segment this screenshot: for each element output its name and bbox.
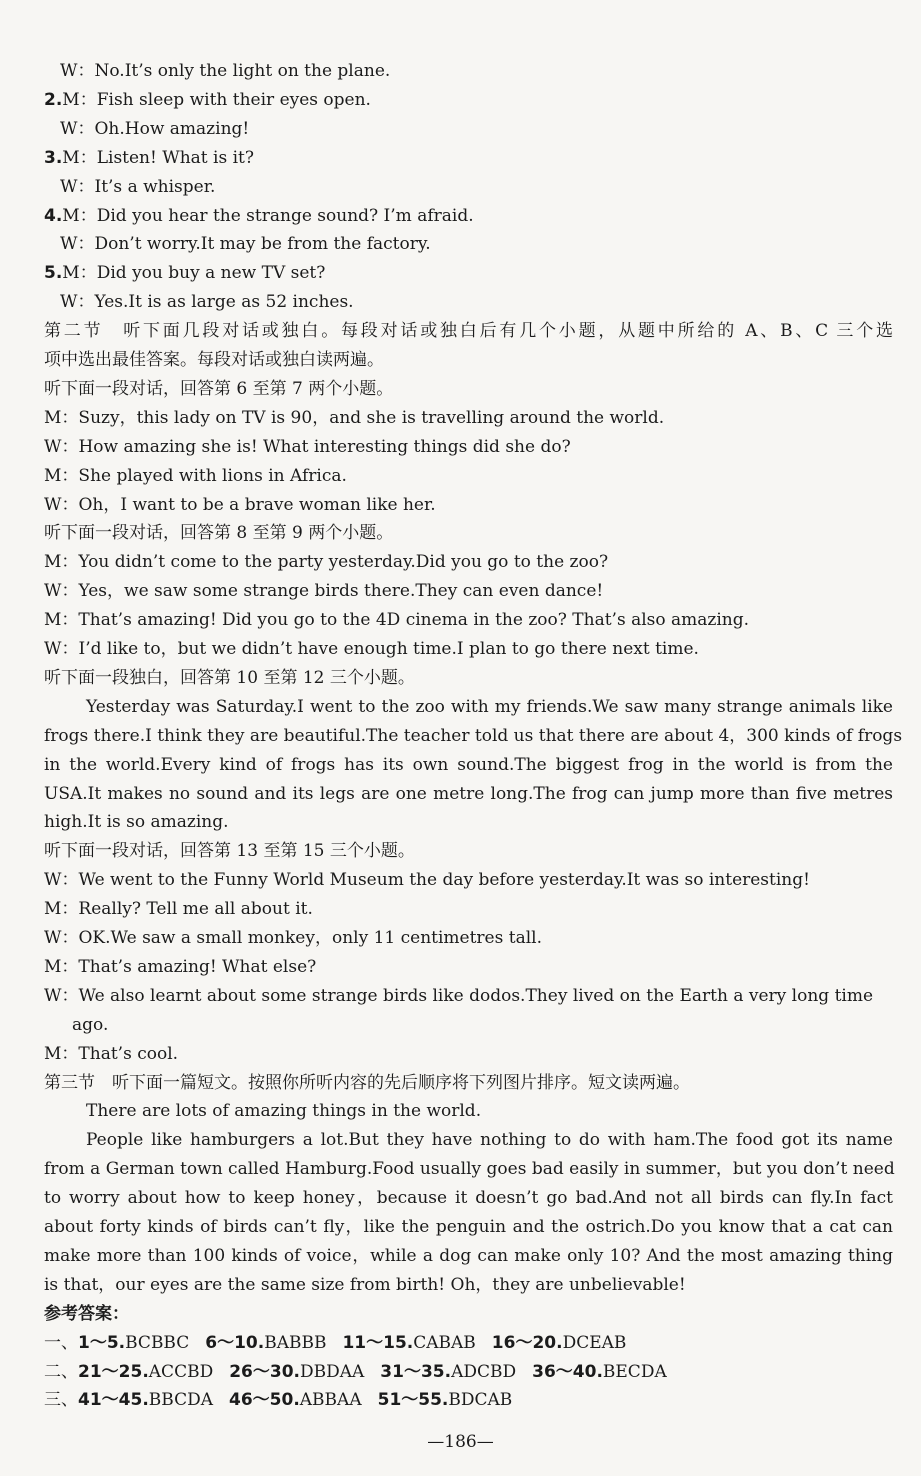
answer-group bbox=[229, 1362, 364, 1382]
speaker: W bbox=[44, 870, 62, 891]
speaker: W bbox=[60, 234, 78, 255]
question-prompt: 听下面一段独白，回答第 10 至第 12 三个小题。 bbox=[44, 667, 415, 688]
answer-letters: ACCBD bbox=[148, 1361, 214, 1382]
speaker: M bbox=[44, 552, 62, 573]
dialogue-text: Oh.How amazing! bbox=[94, 118, 250, 139]
speaker: W bbox=[44, 639, 62, 659]
monologue-line: USA.It makes no sound and its legs are one metre long.The frog can jump more than five metres bbox=[44, 783, 893, 804]
section-heading-cont: 项中选出最佳答案。每段对话或独白读两遍。 bbox=[44, 350, 384, 370]
passage-line: from a German town called Hamburg.Food usually goes bad easily in summer，but you don’t need bbox=[44, 1159, 895, 1180]
dialogue-text: We also learnt about some strange birds like dodos.They lived on the Earth a very long time bbox=[78, 985, 874, 1006]
answer-range: 31～35. bbox=[380, 1361, 452, 1382]
dialogue-line: M：She played with lions in Africa. bbox=[44, 465, 347, 486]
passage-line: make more than 100 kinds of voice，while a dog can make only 10? And the most amazing thing bbox=[44, 1245, 893, 1266]
section-heading: 第三节 听下面一篇短文。按照你所听内容的先后顺序将下列图片排序。短文读两遍。 bbox=[44, 1072, 690, 1093]
answer-prefix: 一、 bbox=[44, 1332, 78, 1353]
dialogue-line: W：We went to the Funny World Museum the day before yesterday.It was so interesting! bbox=[44, 870, 810, 891]
answer-letters: BBCDA bbox=[148, 1390, 213, 1411]
dialogue-line: M：That’s amazing! What else? bbox=[44, 956, 317, 977]
monologue-line: frogs there.I think they are beautiful.The teacher told us that there are about 4，300 kinds of frogs bbox=[44, 725, 903, 746]
item-number: 4. bbox=[44, 205, 63, 226]
passage-intro: There are lots of amazing things in the world. bbox=[86, 1101, 482, 1122]
speaker: W bbox=[60, 292, 78, 313]
answer-range: 6～10. bbox=[205, 1332, 265, 1353]
answer-range: 1～5. bbox=[78, 1332, 126, 1353]
speaker: W bbox=[60, 176, 78, 197]
answer-letters: BDCAB bbox=[448, 1390, 513, 1411]
dialogue-text: Did you hear the strange sound? I’m afraid. bbox=[96, 205, 474, 226]
dialogue-line: W：How amazing she is! What interesting things did she do? bbox=[44, 436, 571, 457]
answer-letters: DCEAB bbox=[562, 1332, 627, 1353]
dialogue-line: W：It’s a whisper. bbox=[60, 176, 216, 197]
dialogue-text: That’s cool. bbox=[78, 1043, 179, 1064]
passage-line: is that，our eyes are the same size from birth! Oh，they are unbelievable! bbox=[44, 1274, 686, 1295]
dialogue-line: W：Don’t worry.It may be from the factory. bbox=[60, 234, 431, 255]
dialogue-text: Suzy，this lady on TV is 90，and she is travelling around the world. bbox=[78, 407, 665, 428]
dialogue-text: Did you buy a new TV set? bbox=[96, 263, 326, 284]
answer-letters: BABBB bbox=[264, 1332, 327, 1353]
dialogue-line: W：No.It’s only the light on the plane. bbox=[60, 61, 391, 81]
dialogue-line: M：Really? Tell me all about it. bbox=[44, 899, 313, 920]
answer-row bbox=[44, 1389, 893, 1411]
passage-line: to worry about how to keep honey，because it doesn’t go bad.And not all birds can fly.In fact bbox=[44, 1188, 893, 1209]
item-number: 5. bbox=[44, 263, 63, 284]
dialogue-text: How amazing she is! What interesting things did she do? bbox=[78, 436, 571, 457]
answer-group bbox=[78, 1390, 213, 1410]
dialogue-text: We went to the Funny World Museum the day before yesterday.It was so interesting! bbox=[78, 870, 810, 891]
answer-group bbox=[205, 1333, 326, 1353]
answer-range: 26～30. bbox=[229, 1361, 300, 1382]
monologue-line: in the world.Every kind of frogs has its own sound.The biggest frog in the world is from the bbox=[44, 754, 893, 775]
answer-range: 51～55. bbox=[377, 1390, 449, 1411]
dialogue-text: Don’t worry.It may be from the factory. bbox=[94, 234, 431, 255]
question-prompt: 听下面一段对话，回答第 6 至第 7 两个小题。 bbox=[44, 378, 394, 399]
dialogue-text: She played with lions in Africa. bbox=[78, 465, 347, 486]
dialogue-text: It’s a whisper. bbox=[94, 176, 216, 197]
answer-range: 41～45. bbox=[78, 1390, 149, 1411]
speaker: W bbox=[44, 985, 62, 1006]
speaker: M bbox=[62, 263, 80, 284]
passage-line: People like hamburgers a lot.But they have nothing to do with ham.The food got its name bbox=[86, 1130, 893, 1151]
item-number: 2. bbox=[44, 89, 63, 110]
speaker: M bbox=[44, 610, 62, 631]
speaker: M bbox=[62, 89, 80, 110]
answer-letters: BCBBC bbox=[125, 1332, 190, 1353]
monologue-line: high.It is so amazing. bbox=[44, 812, 229, 833]
answer-range: 11～15. bbox=[342, 1332, 414, 1353]
passage-line: about forty kinds of birds can’t fly，like the penguin and the ostrich.Do you know that a cat can bbox=[44, 1217, 893, 1237]
dialogue-text: Really? Tell me all about it. bbox=[78, 899, 313, 920]
dialogue-text: Yes，we saw some strange birds there.They can even dance! bbox=[78, 581, 604, 602]
answer-letters: ADCBD bbox=[451, 1361, 517, 1382]
answer-letters: BECDA bbox=[602, 1361, 667, 1382]
dialogue-line: W：OK.We saw a small monkey，only 11 centimetres tall. bbox=[44, 928, 542, 948]
answer-prefix: 三、 bbox=[44, 1390, 78, 1411]
speaker: W bbox=[60, 61, 78, 81]
answer-prefix: 二、 bbox=[44, 1361, 78, 1382]
dialogue-text: Listen! What is it? bbox=[96, 147, 254, 168]
answer-group bbox=[532, 1362, 667, 1382]
speaker: W bbox=[44, 581, 62, 602]
answer-group bbox=[78, 1333, 189, 1353]
answer-group bbox=[378, 1390, 513, 1410]
answer-range: 36～40. bbox=[532, 1361, 603, 1382]
question-prompt: 听下面一段对话，回答第 13 至第 15 三个小题。 bbox=[44, 841, 415, 862]
dialogue-line: W：Oh，I want to be a brave woman like her. bbox=[44, 494, 436, 515]
dialogue-line: 5.M：Did you buy a new TV set? bbox=[44, 263, 326, 284]
dialogue-text: ago. bbox=[72, 1014, 109, 1035]
dialogue-line: 2.M：Fish sleep with their eyes open. bbox=[44, 89, 371, 110]
dialogue-line: W：We also learnt about some strange birds like dodos.They lived on the Earth a very long time bbox=[44, 985, 874, 1006]
speaker: M bbox=[62, 205, 80, 226]
dialogue-line: 4.M：Did you hear the strange sound? I’m afraid. bbox=[44, 205, 474, 226]
answer-row bbox=[44, 1332, 893, 1354]
dialogue-line: W：Yes.It is as large as 52 inches. bbox=[60, 292, 354, 313]
speaker: M bbox=[44, 899, 62, 920]
speaker: M bbox=[44, 465, 62, 486]
dialogue-line: M：You didn’t come to the party yesterday.Did you go to the zoo? bbox=[44, 552, 609, 573]
dialogue-text: You didn’t come to the party yesterday.Did you go to the zoo? bbox=[78, 552, 609, 573]
answers-title: 参考答案： bbox=[44, 1303, 129, 1324]
speaker: M bbox=[62, 147, 80, 168]
answer-letters: DBDAA bbox=[299, 1361, 365, 1382]
answer-range: 46～50. bbox=[229, 1390, 300, 1411]
answer-range: 21～25. bbox=[78, 1361, 149, 1382]
speaker: W bbox=[44, 494, 62, 515]
dialogue-text: That’s amazing! What else? bbox=[78, 956, 317, 977]
dialogue-text: That’s amazing! Did you go to the 4D cinema in the zoo? That’s also amazing. bbox=[78, 610, 750, 631]
question-prompt: 听下面一段对话，回答第 8 至第 9 两个小题。 bbox=[44, 523, 394, 544]
answer-group bbox=[229, 1390, 362, 1410]
speaker: W bbox=[44, 928, 62, 948]
dialogue-text: Yes.It is as large as 52 inches. bbox=[94, 292, 354, 313]
answer-group bbox=[78, 1362, 213, 1382]
dialogue-text: OK.We saw a small monkey，only 11 centimetres tall. bbox=[78, 928, 542, 948]
dialogue-line: W：I’d like to，but we didn’t have enough time.I plan to go there next time. bbox=[44, 639, 699, 659]
dialogue-text: Fish sleep with their eyes open. bbox=[96, 89, 371, 110]
dialogue-line: M：That’s amazing! Did you go to the 4D cinema in the zoo? That’s also amazing. bbox=[44, 610, 750, 631]
dialogue-line: W：Oh.How amazing! bbox=[60, 118, 250, 139]
dialogue-line bbox=[72, 1014, 893, 1036]
page-number: —186— bbox=[427, 1432, 494, 1452]
speaker: W bbox=[44, 436, 62, 457]
answer-range: 16～20. bbox=[491, 1332, 563, 1353]
dialogue-text: I’d like to，but we didn’t have enough time.I plan to go there next time. bbox=[78, 639, 699, 659]
speaker: M bbox=[44, 1043, 62, 1064]
section-heading: 第二节 听下面几段对话或独白。每段对话或独白后有几个小题，从题中所给的 A、B、C 三个选 bbox=[44, 321, 893, 342]
monologue-line: Yesterday was Saturday.I went to the zoo with my friends.We saw many strange animals like bbox=[86, 696, 893, 717]
answer-group bbox=[342, 1333, 475, 1353]
dialogue-line: 3.M：Listen! What is it? bbox=[44, 147, 254, 168]
dialogue-text: Oh，I want to be a brave woman like her. bbox=[78, 494, 436, 515]
dialogue-line: M：That’s cool. bbox=[44, 1043, 179, 1064]
speaker: M bbox=[44, 407, 62, 428]
dialogue-line: M：Suzy，this lady on TV is 90，and she is travelling around the world. bbox=[44, 407, 665, 428]
dialogue-line: W：Yes，we saw some strange birds there.They can even dance! bbox=[44, 581, 604, 602]
speaker: W bbox=[60, 118, 78, 139]
item-number: 3. bbox=[44, 147, 63, 168]
answer-row bbox=[44, 1361, 893, 1383]
answer-group bbox=[380, 1362, 516, 1382]
dialogue-text: No.It’s only the light on the plane. bbox=[94, 61, 391, 81]
answer-group bbox=[492, 1333, 627, 1353]
answer-letters: CABAB bbox=[413, 1332, 476, 1353]
speaker: M bbox=[44, 956, 62, 977]
answer-letters: ABBAA bbox=[299, 1390, 362, 1411]
